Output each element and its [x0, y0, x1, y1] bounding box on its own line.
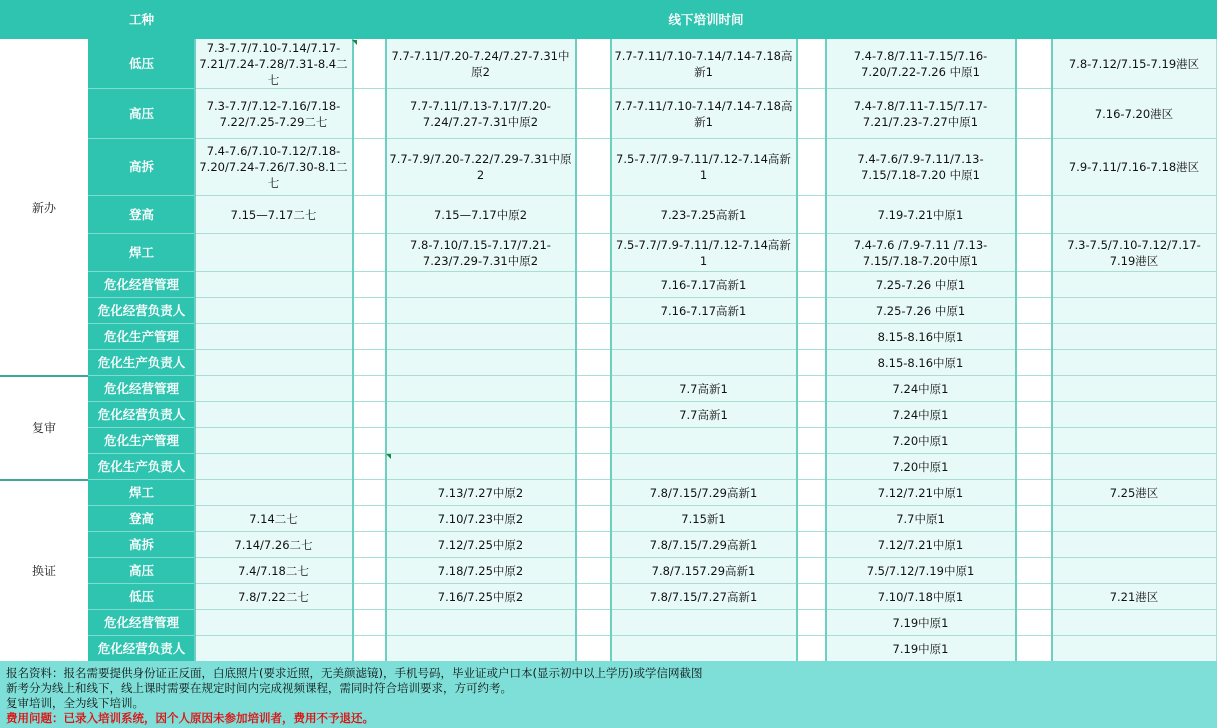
schedule-cell[interactable]: [195, 234, 353, 272]
row-type-0-4[interactable]: 焊工: [88, 234, 195, 272]
column-border: [1051, 39, 1053, 661]
schedule-cell[interactable]: 7.8/7.15/7.29高新1: [611, 532, 797, 558]
spacer-column: [797, 298, 826, 324]
schedule-cell[interactable]: 7.7-7.11/7.20-7.24/7.27-7.31中原2: [386, 39, 576, 89]
column-border: [796, 39, 798, 661]
spacer-column: [353, 89, 386, 139]
notes-footer: [0, 661, 1217, 728]
spacer-column: [797, 610, 826, 636]
spacer-column: [353, 350, 386, 376]
schedule-cell[interactable]: [611, 454, 797, 480]
spacer-column: [353, 506, 386, 532]
spacer-column: [797, 324, 826, 350]
spacer-column: [576, 196, 611, 234]
schedule-cell[interactable]: [195, 480, 353, 506]
row-type-2-1[interactable]: 登高: [88, 506, 195, 532]
spacer-column: [1016, 39, 1052, 89]
spacer-column: [576, 298, 611, 324]
spacer-column: [1016, 558, 1052, 584]
schedule-cell[interactable]: 7.19中原1: [826, 636, 1016, 662]
schedule-cell[interactable]: [1052, 324, 1217, 350]
schedule-cell[interactable]: 7.8/7.15/7.29高新1: [611, 480, 797, 506]
schedule-cell[interactable]: [1052, 636, 1217, 662]
row-type-2-2[interactable]: 高拆: [88, 532, 195, 558]
spacer-column: [1016, 298, 1052, 324]
spacer-column: [797, 350, 826, 376]
schedule-cell[interactable]: 7.10/7.18中原1: [826, 584, 1016, 610]
spacer-column: [1016, 454, 1052, 480]
schedule-cell[interactable]: 7.7-7.11/7.13-7.17/7.20-7.24/7.27-7.31中原2: [386, 89, 576, 139]
schedule-cell[interactable]: [1052, 558, 1217, 584]
row-type-2-3[interactable]: 高压: [88, 558, 195, 584]
schedule-cell[interactable]: 7.4-7.6/7.9-7.11/7.13-7.15/7.18-7.20 中原1: [826, 139, 1016, 196]
column-border: [385, 39, 387, 661]
spacer-column: [576, 39, 611, 89]
schedule-cell[interactable]: [1052, 376, 1217, 402]
spacer-column: [797, 532, 826, 558]
spacer-column: [353, 402, 386, 428]
column-border: [352, 39, 354, 661]
schedule-cell[interactable]: [386, 636, 576, 662]
spacer-column: [797, 196, 826, 234]
spacer-column: [797, 558, 826, 584]
schedule-cell[interactable]: 7.25港区: [1052, 480, 1217, 506]
schedule-cell[interactable]: 7.4-7.6/7.10-7.12/7.18-7.20/7.24-7.26/7.30-8.1二七: [195, 139, 353, 196]
note-fee: 费用问题：已录入培训系统，因个人原因未参加培训者，费用不予退还。: [6, 711, 374, 725]
schedule-cell[interactable]: 7.19中原1: [826, 610, 1016, 636]
schedule-cell[interactable]: 7.15新1: [611, 506, 797, 532]
spacer-column: [1016, 610, 1052, 636]
spacer-column: [353, 610, 386, 636]
schedule-cell[interactable]: [386, 454, 576, 480]
schedule-cell[interactable]: 7.8/7.15/7.27高新1: [611, 584, 797, 610]
spacer-column: [797, 480, 826, 506]
spacer-column: [1016, 196, 1052, 234]
schedule-cell[interactable]: [386, 272, 576, 298]
spacer-column: [353, 324, 386, 350]
spacer-column: [797, 506, 826, 532]
schedule-cell[interactable]: [611, 610, 797, 636]
row-type-2-6[interactable]: 危化经营负责人: [88, 636, 195, 662]
spacer-column: [576, 234, 611, 272]
spacer-column: [1016, 506, 1052, 532]
spacer-column: [1016, 350, 1052, 376]
column-border: [194, 39, 196, 661]
spacer-column: [576, 558, 611, 584]
schedule-cell[interactable]: 7.19-7.21中原1: [826, 196, 1016, 234]
schedule-cell[interactable]: 7.4-7.6 /7.9-7.11 /7.13-7.15/7.18-7.20中原1: [826, 234, 1016, 272]
schedule-cell[interactable]: [611, 636, 797, 662]
spacer-column: [576, 584, 611, 610]
column-border: [1015, 39, 1017, 661]
spacer-column: [353, 428, 386, 454]
schedule-cell[interactable]: [195, 454, 353, 480]
spacer-column: [1016, 636, 1052, 662]
spacer-column: [576, 506, 611, 532]
spacer-column: [353, 139, 386, 196]
schedule-cell[interactable]: 8.15-8.16中原1: [826, 324, 1016, 350]
row-type-0-6[interactable]: 危化经营负责人: [88, 298, 195, 324]
spacer-column: [797, 376, 826, 402]
schedule-cell[interactable]: [1052, 196, 1217, 234]
schedule-cell[interactable]: 7.20中原1: [826, 428, 1016, 454]
schedule-cell[interactable]: 7.4/7.18二七: [195, 558, 353, 584]
schedule-cell[interactable]: 7.24中原1: [826, 402, 1016, 428]
note-online-offline: 新考分为线上和线下，线上课时需要在规定时间内完成视频课程，需同时符合培训要求，方可约考。: [6, 681, 512, 695]
schedule-cell[interactable]: 7.10/7.23中原2: [386, 506, 576, 532]
schedule-cell[interactable]: 7.12/7.25中原2: [386, 532, 576, 558]
spacer-column: [1016, 402, 1052, 428]
column-border: [575, 39, 577, 661]
schedule-cell[interactable]: [386, 376, 576, 402]
row-type-1-1[interactable]: 危化经营负责人: [88, 402, 195, 428]
schedule-cell[interactable]: 7.3-7.7/7.12-7.16/7.18-7.22/7.25-7.29二七: [195, 89, 353, 139]
comment-marker: [386, 454, 391, 459]
section-divider: [0, 375, 88, 377]
row-type-2-4[interactable]: 低压: [88, 584, 195, 610]
schedule-cell[interactable]: [195, 350, 353, 376]
schedule-cell[interactable]: [195, 272, 353, 298]
row-type-1-2[interactable]: 危化生产管理: [88, 428, 195, 454]
schedule-cell[interactable]: [195, 376, 353, 402]
row-type-0-0[interactable]: 低压: [88, 39, 195, 89]
schedule-cell[interactable]: [1052, 506, 1217, 532]
spacer-column: [576, 89, 611, 139]
spacer-column: [797, 636, 826, 662]
schedule-cell[interactable]: 7.14/7.26二七: [195, 532, 353, 558]
spacer-column: [1016, 139, 1052, 196]
schedule-cell[interactable]: [195, 324, 353, 350]
schedule-cell[interactable]: [1052, 454, 1217, 480]
note-requirements: 报名资料：报名需要提供身份证正反面，白底照片(要求近照，无美颜滤镜)，手机号码，毕业证或户口本(显示初中以上学历)或学信网截图: [6, 666, 703, 680]
spacer-column: [353, 454, 386, 480]
schedule-cell[interactable]: 7.5-7.7/7.9-7.11/7.12-7.14高新1: [611, 139, 797, 196]
row-type-0-8[interactable]: 危化生产负责人: [88, 350, 195, 376]
schedule-cell[interactable]: 7.24中原1: [826, 376, 1016, 402]
schedule-cell[interactable]: [611, 324, 797, 350]
spacer-column: [576, 402, 611, 428]
schedule-cell[interactable]: 7.15—7.17二七: [195, 196, 353, 234]
column-border: [610, 39, 612, 661]
spacer-column: [353, 298, 386, 324]
spacer-column: [353, 480, 386, 506]
schedule-cell[interactable]: 7.25-7.26 中原1: [826, 272, 1016, 298]
schedule-cell[interactable]: [1052, 298, 1217, 324]
note-review: 复审培训，全为线下培训。: [6, 696, 144, 710]
spacer-column: [353, 196, 386, 234]
spacer-column: [797, 402, 826, 428]
spacer-column: [797, 272, 826, 298]
spacer-column: [576, 272, 611, 298]
schedule-cell[interactable]: 7.7-7.11/7.10-7.14/7.14-7.18高新1: [611, 39, 797, 89]
schedule-cell[interactable]: 7.7高新1: [611, 402, 797, 428]
schedule-cell[interactable]: 7.7-7.9/7.20-7.22/7.29-7.31中原2: [386, 139, 576, 196]
row-type-1-3[interactable]: 危化生产负责人: [88, 454, 195, 480]
spacer-column: [1016, 584, 1052, 610]
spacer-column: [576, 454, 611, 480]
schedule-cell[interactable]: 7.15—7.17中原2: [386, 196, 576, 234]
row-type-2-0[interactable]: 焊工: [88, 480, 195, 506]
row-type-0-1[interactable]: 高压: [88, 89, 195, 139]
schedule-cell[interactable]: [195, 402, 353, 428]
spacer-column: [353, 558, 386, 584]
schedule-cell[interactable]: [386, 350, 576, 376]
schedule-cell[interactable]: 7.16-7.17高新1: [611, 272, 797, 298]
schedule-cell[interactable]: [195, 610, 353, 636]
schedule-cell[interactable]: 7.7中原1: [826, 506, 1016, 532]
spacer-column: [1016, 480, 1052, 506]
spacer-column: [1016, 234, 1052, 272]
column-border: [825, 39, 827, 661]
schedule-cell[interactable]: [195, 428, 353, 454]
schedule-cell[interactable]: 7.18/7.25中原2: [386, 558, 576, 584]
schedule-cell[interactable]: 7.9-7.11/7.16-7.18港区: [1052, 139, 1217, 196]
schedule-cell[interactable]: 7.3-7.7/7.10-7.14/7.17-7.21/7.24-7.28/7.31-8.4二七: [195, 39, 353, 89]
spacer-column: [1016, 532, 1052, 558]
spacer-column: [1016, 376, 1052, 402]
row-type-0-5[interactable]: 危化经营管理: [88, 272, 195, 298]
spacer-column: [797, 234, 826, 272]
comment-marker: [352, 40, 357, 45]
schedule-cell[interactable]: [386, 298, 576, 324]
schedule-cell[interactable]: [611, 350, 797, 376]
schedule-cell[interactable]: [1052, 428, 1217, 454]
spacer-column: [1016, 272, 1052, 298]
spacer-column: [576, 480, 611, 506]
spacer-column: [353, 234, 386, 272]
spacer-column: [353, 636, 386, 662]
schedule-cell[interactable]: 7.4-7.8/7.11-7.15/7.16-7.20/7.22-7.26 中原1: [826, 39, 1016, 89]
section-label: 换证: [0, 480, 88, 662]
schedule-cell[interactable]: 7.8-7.12/7.15-7.19港区: [1052, 39, 1217, 89]
spacer-column: [1016, 89, 1052, 139]
spacer-column: [576, 610, 611, 636]
schedule-cell[interactable]: [386, 324, 576, 350]
schedule-cell[interactable]: 7.13/7.27中原2: [386, 480, 576, 506]
spacer-column: [797, 454, 826, 480]
spacer-column: [797, 139, 826, 196]
row-type-0-3[interactable]: 登高: [88, 196, 195, 234]
schedule-cell[interactable]: [386, 428, 576, 454]
spacer-column: [353, 272, 386, 298]
row-type-2-5[interactable]: 危化经营管理: [88, 610, 195, 636]
schedule-cell[interactable]: [1052, 610, 1217, 636]
spacer-column: [576, 324, 611, 350]
spacer-column: [797, 428, 826, 454]
schedule-cell[interactable]: 7.16-7.20港区: [1052, 89, 1217, 139]
schedule-cell[interactable]: [195, 636, 353, 662]
schedule-cell[interactable]: 7.12/7.21中原1: [826, 532, 1016, 558]
schedule-cell[interactable]: [1052, 350, 1217, 376]
section-divider: [0, 479, 88, 481]
schedule-cell[interactable]: 7.25-7.26 中原1: [826, 298, 1016, 324]
schedule-cell[interactable]: [1052, 272, 1217, 298]
spacer-column: [576, 636, 611, 662]
spacer-column: [353, 39, 386, 89]
schedule-cell[interactable]: 7.23-7.25高新1: [611, 196, 797, 234]
schedule-cell[interactable]: 7.8/7.157.29高新1: [611, 558, 797, 584]
row-type-0-2[interactable]: 高拆: [88, 139, 195, 196]
schedule-cell[interactable]: 7.12/7.21中原1: [826, 480, 1016, 506]
spacer-column: [1016, 428, 1052, 454]
type-header[interactable]: 工种: [88, 0, 195, 39]
schedule-cell[interactable]: 7.4-7.8/7.11-7.15/7.17-7.21/7.23-7.27中原1: [826, 89, 1016, 139]
schedule-cell[interactable]: 7.16/7.25中原2: [386, 584, 576, 610]
schedule-cell[interactable]: 7.8/7.22二七: [195, 584, 353, 610]
spacer-column: [797, 584, 826, 610]
schedule-cell[interactable]: 7.3-7.5/7.10-7.12/7.17-7.19港区: [1052, 234, 1217, 272]
schedule-cell[interactable]: 7.20中原1: [826, 454, 1016, 480]
section-label: 复审: [0, 376, 88, 480]
schedule-cell[interactable]: 7.7高新1: [611, 376, 797, 402]
spacer-column: [1016, 324, 1052, 350]
spacer-column: [353, 376, 386, 402]
section-label: 新办: [0, 39, 88, 376]
row-type-1-0[interactable]: 危化经营管理: [88, 376, 195, 402]
spacer-column: [576, 139, 611, 196]
row-type-0-7[interactable]: 危化生产管理: [88, 324, 195, 350]
schedule-cell[interactable]: 7.21港区: [1052, 584, 1217, 610]
spacer-column: [576, 376, 611, 402]
schedule-cell[interactable]: [195, 298, 353, 324]
spacer-column: [797, 89, 826, 139]
schedule-cell[interactable]: 8.15-8.16中原1: [826, 350, 1016, 376]
schedule-cell[interactable]: [1052, 402, 1217, 428]
schedule-cell[interactable]: 7.7-7.11/7.10-7.14/7.14-7.18高新1: [611, 89, 797, 139]
schedule-cell[interactable]: 7.5-7.7/7.9-7.11/7.12-7.14高新1: [611, 234, 797, 272]
schedule-cell[interactable]: [611, 428, 797, 454]
spacer-column: [576, 350, 611, 376]
schedule-cell[interactable]: [1052, 532, 1217, 558]
schedule-cell[interactable]: 7.8-7.10/7.15-7.17/7.21-7.23/7.29-7.31中原2: [386, 234, 576, 272]
schedule-cell[interactable]: 7.14二七: [195, 506, 353, 532]
spacer-column: [576, 428, 611, 454]
spacer-column: [353, 584, 386, 610]
corner-cell: [0, 0, 88, 39]
schedule-cell[interactable]: 7.5/7.12/7.19中原1: [826, 558, 1016, 584]
spacer-column: [353, 532, 386, 558]
schedule-cell[interactable]: [386, 610, 576, 636]
schedule-cell[interactable]: 7.16-7.17高新1: [611, 298, 797, 324]
spacer-column: [797, 39, 826, 89]
schedule-cell[interactable]: [386, 402, 576, 428]
spacer-column: [576, 532, 611, 558]
schedule-title[interactable]: 线下培训时间: [195, 0, 1217, 39]
